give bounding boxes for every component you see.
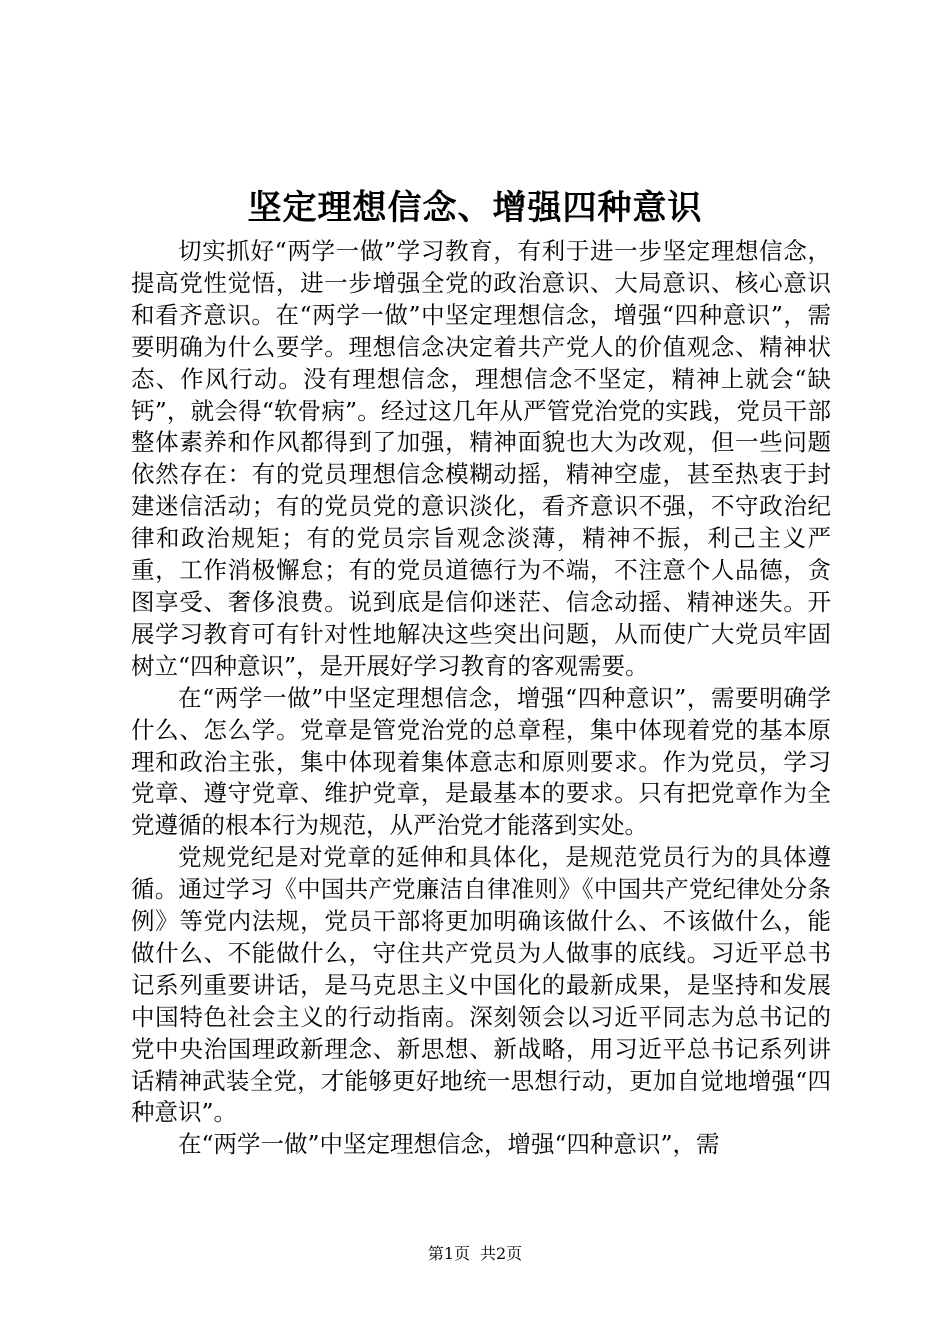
page-number-total: 共2页: [480, 1244, 523, 1263]
body-paragraph-3: 党规党纪是对党章的延伸和具体化，是规范党员行为的具体遵循。通过学习《中国共产党廉洁自律准则》《中国共产党纪律处分条例》等党内法规，党员干部将更加明确该做什么、不该做什么，能做什么、不能做什么，守住共产党员为人做事的底线。习近平总书记系列重要讲话，是马克思主义中国化的最新成果，是坚持和发展中国特色社会主义的行动指南。深刻领会以习近平同志为总书记的党中央治国理政新理念、新思想、新战略，用习近平总书记系列讲话精神武装全党，才能够更好地统一思想行动，更加自觉地增强“四种意识”。: [131, 843, 831, 1127]
page-footer: [0, 1243, 950, 1265]
document-title: 坚定理想信念、增强四种意识: [247, 188, 703, 228]
body-paragraph-1: 切实抓好“两学一做”学习教育，有利于进一步坚定理想信念，提高党性觉悟，进一步增强全党的政治意识、大局意识、核心意识和看齐意识。在“两学一做”中坚定理想信念，增强“四种意识”，需要明确为什么要学。理想信念决定着共产党人的价值观念、精神状态、作风行动。没有理想信念，理想信念不坚定，精神上就会“缺钙”，就会得“软骨病”。经过这几年从严管党治党的实践，党员干部整体素养和作风都得到了加强，精神面貌也大为改观，但一些问题依然存在：有的党员理想信念模糊动摇，精神空虚，甚至热衷于封建迷信活动；有的党员党的意识淡化，看齐意识不强，不守政治纪律和政治规矩；有的党员宗旨观念淡薄，精神不振，利己主义严重，工作消极懈怠；有的党员道德行为不端，不注意个人品德，贪图享受、奢侈浪费。说到底是信仰迷茫、信念动摇、精神迷失。开展学习教育可有针对性地解决这些突出问题，从而使广大党员牢固树立“四种意识”，是开展好学习教育的客观需要。: [131, 237, 831, 680]
page-number-current: 第1页: [427, 1244, 470, 1263]
document-body: [131, 236, 831, 1161]
body-paragraph-2: 在“两学一做”中坚定理想信念，增强“四种意识”，需要明确学什么、怎么学。党章是管党治党的总章程，集中体现着党的基本原理和政治主张，集中体现着集体意志和原则要求。作为党员，学习党章、遵守党章、维护党章，是最基本的要求。只有把党章作为全党遵循的根本行为规范，从严治党才能落到实处。: [131, 683, 831, 840]
body-paragraph-4: 在“两学一做”中坚定理想信念，增强“四种意识”，需: [178, 1130, 720, 1159]
